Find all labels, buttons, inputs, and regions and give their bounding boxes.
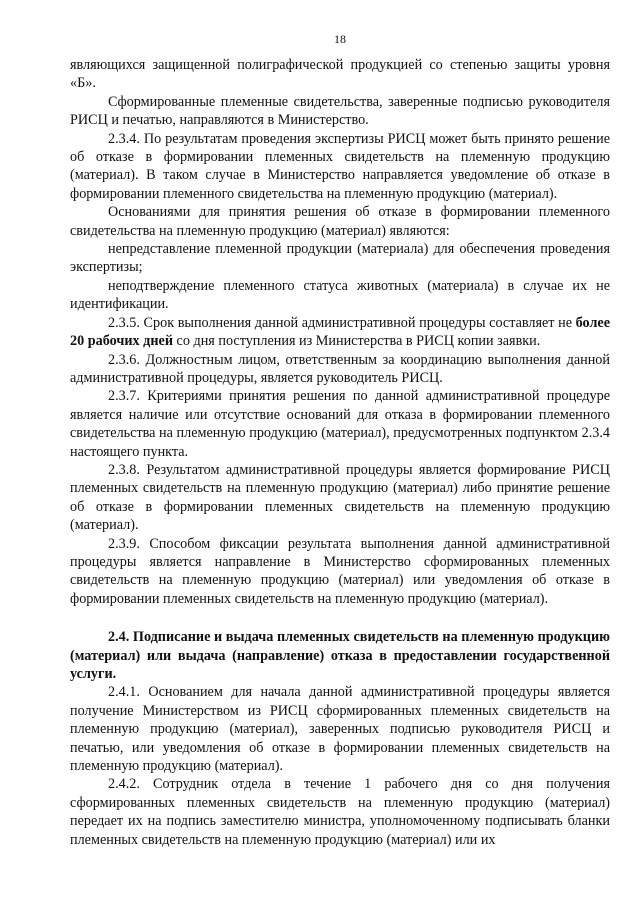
paragraph-2-3-8: 2.3.8. Результатом административной процедуры является формирование РИСЦ племенных свидетельств на племенную продукцию (материал) либо принятие решение об отказе в формировании племенных свидетельств на племенную продукцию (материал). (70, 461, 610, 534)
document-page (70, 0, 610, 849)
paragraph-2-3-9: 2.3.9. Способом фиксации результата выполнения данной административной процедуры является направление в Министерство сформированных племенных свидетельств на племенную продукцию (материал) или уведомления об отказе в формировании племенных свидетельств на племенную продукцию (материал). (70, 535, 610, 607)
paragraph-2-3-4: 2.3.4. По результатам проведения экспертизы РИСЦ может быть принято решение об отказе в формировании племенных свидетельств на племенную продукцию (материал). В таком случае в Министерство направляется уведомление об отказе в формировании племенного свидетельства на племенную продукцию (материал). (70, 130, 610, 202)
paragraph-ground-2: неподтверждение племенного статуса животных (материала) в случае их не идентификации. (70, 277, 610, 313)
section-heading-2-4 (70, 628, 610, 683)
paragraph-certificates-sent: Сформированные племенные свидетельства, заверенные подписью руководителя РИСЦ и печатью, направляются в Министерство. (70, 93, 610, 129)
section-gap (70, 608, 610, 628)
paragraph-2-3-6: 2.3.6. Должностным лицом, ответственным за координацию выполнения данной административной процедуры, является руководитель РИСЦ. (70, 351, 610, 386)
paragraph-2-4-1: 2.4.1. Основанием для начала данной административной процедуры является получение Министерством из РИСЦ сформированных племенных свидетельств на племенную продукцию (материал), заверенных подписью руководителя РИСЦ и печатью, или уведомления об отказе в формировании племенных свидетельств на племенную продукцию (материал). (70, 684, 610, 775)
bold-deadline: более 20 рабочих дней (70, 314, 610, 350)
text-run: 2.3.5. Срок выполнения данной административной процедуры составляет не (108, 314, 576, 331)
heading-text: 2.4. Подписание и выдача племенных свидетельств на племенную продукцию (материал) или выдача (направление) отказа в предоставлении государственной услуги. (70, 629, 610, 682)
paragraph-grounds-for-refusal: Основаниями для принятия решения об отказе в формировании племенного свидетельства на племенную продукцию (материал) являются: (70, 204, 610, 239)
paragraph-2-3-5 (70, 314, 610, 351)
paragraph-2-4-2: 2.4.2. Сотрудник отдела в течение 1 рабочего дня со дня получения сформированных племенных свидетельств на племенную продукцию (материал) передает их на подпись заместителю министра, уполномоченному подписывать бланки племенных свидетельств на племенную продукцию (материал) или их (70, 776, 610, 848)
paragraph-continuation: являющихся защищенной полиграфической продукцией со степенью защиты уровня «Б». (70, 57, 610, 92)
paragraph-2-3-7: 2.3.7. Критериями принятия решения по данной административной процедуре является наличие или отсутствие оснований для отказа в формировании племенного свидетельства на племенную продукцию (материал), предусмотренных подпунктом 2.3.4 настоящего пункта. (70, 388, 610, 460)
text-run: со дня поступления из Министерства в РИСЦ копии заявки. (173, 333, 541, 350)
paragraph-ground-1: непредставление племенной продукции (материала) для обеспечения проведения экспертизы; (70, 241, 610, 276)
page-number: 18 (334, 32, 346, 46)
